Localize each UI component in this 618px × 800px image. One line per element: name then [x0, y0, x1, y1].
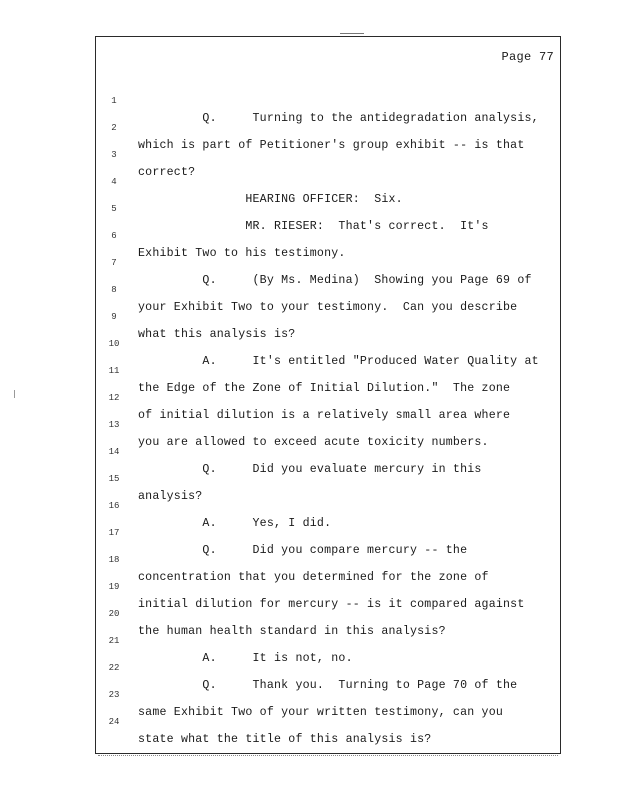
line-number: 4	[111, 177, 117, 187]
transcript-line	[96, 560, 560, 611]
transcript-line	[96, 506, 560, 557]
scan-mark-top	[340, 33, 364, 34]
line-number: 23	[108, 690, 120, 700]
transcript-line	[96, 371, 560, 422]
scan-mark-left	[14, 390, 15, 398]
scan-noise-bottom	[98, 755, 558, 762]
line-text: of initial dilution is a relatively small area where	[138, 409, 511, 422]
line-number: 15	[108, 474, 120, 484]
line-number: 24	[108, 717, 120, 727]
line-number: 19	[108, 582, 120, 592]
line-text: correct?	[138, 166, 196, 179]
transcript-line	[96, 533, 560, 584]
line-text: Q. Did you evaluate mercury in this	[138, 463, 482, 476]
line-number: 14	[108, 447, 120, 457]
transcript-line	[96, 425, 560, 476]
transcript-line	[96, 398, 560, 449]
transcript-line	[96, 74, 560, 125]
line-text: you are allowed to exceed acute toxicity numbers.	[138, 436, 489, 449]
line-text: Exhibit Two to his testimony.	[138, 247, 346, 260]
line-text: initial dilution for mercury -- is it compared against	[138, 598, 525, 611]
transcript-page	[95, 36, 561, 754]
transcript-line	[96, 614, 560, 665]
line-text: the Edge of the Zone of Initial Dilution." The zone	[138, 382, 511, 395]
line-number: 5	[111, 204, 117, 214]
line-text: analysis?	[138, 490, 203, 503]
line-number: 3	[111, 150, 117, 160]
transcript-line	[96, 452, 560, 503]
line-number: 18	[108, 555, 120, 565]
line-text: A. It's entitled "Produced Water Quality at	[138, 355, 539, 368]
transcript-line	[96, 263, 560, 314]
line-text: what this analysis is?	[138, 328, 296, 341]
line-number: 22	[108, 663, 120, 673]
line-text: your Exhibit Two to your testimony. Can you describe	[138, 301, 518, 314]
line-number: 21	[108, 636, 120, 646]
transcript-line	[96, 101, 560, 152]
line-number: 11	[108, 366, 120, 376]
transcript-line	[96, 290, 560, 341]
line-text: state what the title of this analysis is?	[138, 733, 432, 746]
transcript-line	[96, 128, 560, 179]
transcript-line	[96, 317, 560, 368]
line-text: HEARING OFFICER: Six.	[138, 193, 403, 206]
line-number: 6	[111, 231, 117, 241]
transcript-line	[96, 641, 560, 692]
line-number: 8	[111, 285, 117, 295]
line-text: Q. Did you compare mercury -- the	[138, 544, 468, 557]
line-text: Q. (By Ms. Medina) Showing you Page 69 of	[138, 274, 532, 287]
line-text: MR. RIESER: That's correct. It's	[138, 220, 489, 233]
line-text: concentration that you determined for the zone of	[138, 571, 489, 584]
line-number: 1	[111, 96, 117, 106]
transcript-line	[96, 668, 560, 719]
line-number: 9	[111, 312, 117, 322]
line-number: 16	[108, 501, 120, 511]
line-text: which is part of Petitioner's group exhibit -- is that	[138, 139, 525, 152]
transcript-line	[96, 155, 560, 206]
line-number: 10	[108, 339, 120, 349]
line-text: Q. Thank you. Turning to Page 70 of the	[138, 679, 518, 692]
line-text: the human health standard in this analysis?	[138, 625, 446, 638]
line-number: 13	[108, 420, 120, 430]
line-text: same Exhibit Two of your written testimony, can you	[138, 706, 504, 719]
line-text: A. Yes, I did.	[138, 517, 332, 530]
line-number: 2	[111, 123, 117, 133]
transcript-line	[96, 587, 560, 638]
line-text: A. It is not, no.	[138, 652, 353, 665]
page-number: Page 77	[501, 50, 554, 64]
line-number: 7	[111, 258, 117, 268]
transcript-line	[96, 479, 560, 530]
line-text: Q. Turning to the antidegradation analysis,	[138, 112, 539, 125]
transcript-line	[96, 236, 560, 287]
transcript-line	[96, 182, 560, 233]
line-number: 12	[108, 393, 120, 403]
transcript-line	[96, 344, 560, 395]
line-number: 17	[108, 528, 120, 538]
transcript-line	[96, 209, 560, 260]
transcript-line	[96, 695, 560, 746]
line-number: 20	[108, 609, 120, 619]
